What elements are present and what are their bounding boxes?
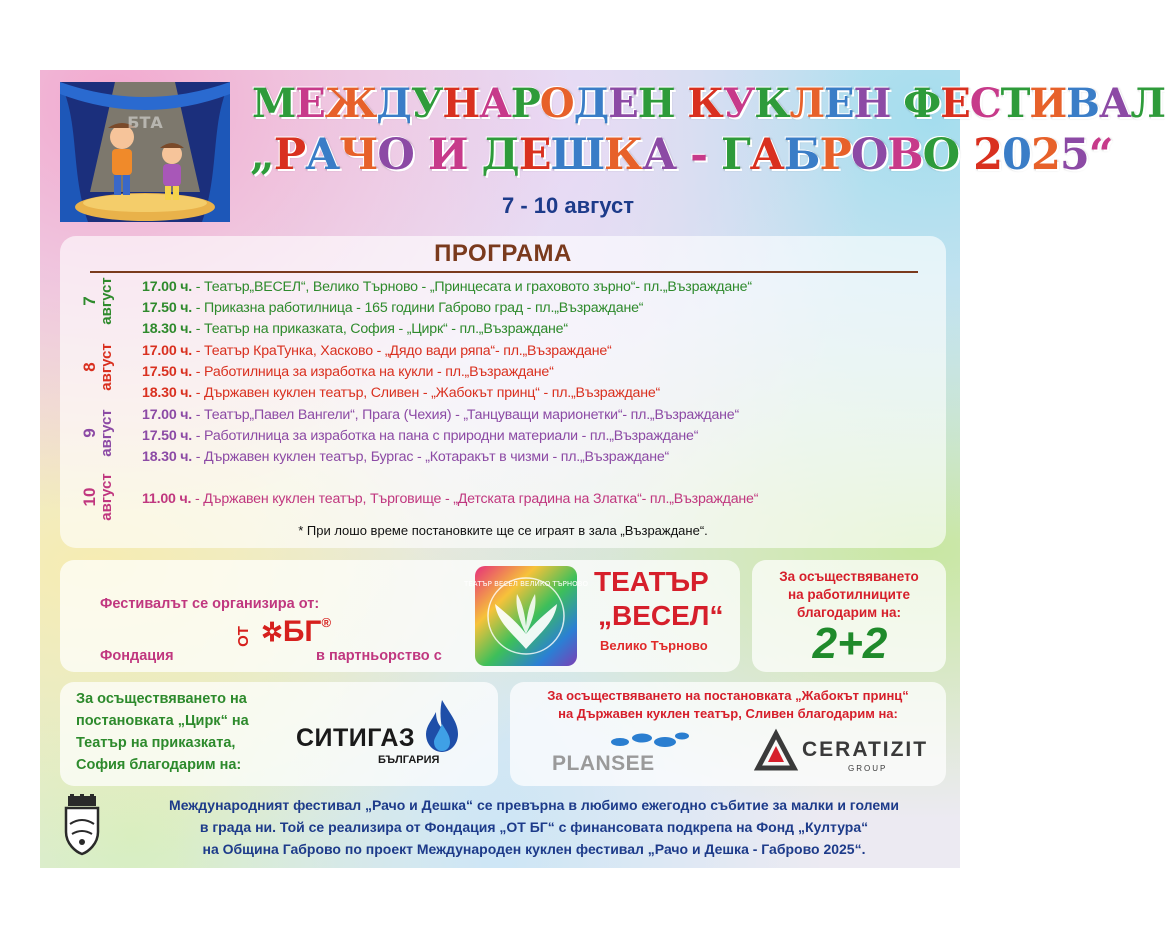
title-letter: И — [427, 130, 468, 180]
title-letter: М — [252, 80, 296, 127]
citygas-sub: БЪЛГАРИЯ — [378, 754, 440, 766]
foundation-label: Фондация — [100, 648, 174, 664]
thanks-line: За осъществяването на постановката „Жабокът принц“ — [547, 688, 909, 703]
title-letter: 2 — [1030, 130, 1060, 180]
title-letter: И — [1029, 80, 1067, 127]
title-letter: Л — [789, 80, 825, 127]
frog-prince-sponsor-panel — [510, 682, 946, 786]
title-letter: У — [410, 80, 443, 127]
title-letter: Д — [481, 130, 519, 180]
title-letter: Б — [783, 130, 820, 180]
event-row — [142, 279, 752, 295]
title-letter: В — [1066, 80, 1099, 127]
circus-thanks-text — [76, 688, 249, 776]
title-letter: „ — [250, 130, 274, 180]
plansee-logo: PLANSEE — [552, 752, 655, 775]
title-letter: Ч — [339, 130, 378, 180]
title-letter: У — [722, 80, 755, 127]
event-text: - Театър„ВЕСЕЛ“, Велико Търново - „Принцесата и граховото зърно“- пл.„Възраждане“ — [192, 279, 752, 295]
title-letter — [707, 130, 721, 180]
event-text: - Работилница за изработка на пана с природни материали - пл.„Възраждане“ — [192, 428, 699, 444]
title-letter: Ф — [903, 80, 941, 127]
title-letter: К — [604, 130, 643, 180]
event-row — [142, 364, 554, 380]
otbg-logo: ОТ ✲БГ® — [234, 615, 332, 648]
title-letter: А — [749, 130, 784, 180]
title-letter: 5 — [1059, 130, 1089, 180]
frog-thanks-text — [510, 687, 946, 723]
event-row — [142, 343, 612, 359]
event-text: - Театър на приказката, София - „Цирк“ - пл.„Възраждане“ — [192, 321, 568, 337]
day-month: август — [98, 409, 115, 457]
title-letter: Н — [442, 80, 480, 127]
day-number: 10 — [80, 487, 99, 507]
title-letter: Е — [295, 80, 325, 127]
title-letter: Д — [573, 80, 609, 127]
teatar-name-line2: „ВЕСЕЛ“ — [598, 600, 724, 631]
event-row — [142, 491, 758, 507]
title-letter: О — [850, 130, 888, 180]
event-text: - Театър„Павел Вангели“, Прага (Чехия) - „Танцуващи марионетки“- пл.„Възраждане“ — [192, 407, 739, 423]
event-row — [142, 300, 643, 316]
ceratizit-triangle-icon — [756, 732, 796, 772]
title-letter: 2 — [973, 130, 1003, 180]
day-month: август — [98, 473, 115, 521]
sponsor-22-logo — [780, 619, 920, 668]
plansee-dots-icon — [610, 730, 690, 750]
footer-text — [114, 794, 954, 860]
title-letter: Т — [1000, 80, 1030, 127]
teatar-vesel-logo — [464, 564, 588, 668]
event-time: 17.00 ч. — [142, 407, 193, 423]
event-text: - Държавен куклен театър, Сливен - „Жабокът принц“ - пл.„Възраждане“ — [192, 385, 661, 401]
event-text: - Театър КраТунка, Хасково - „Дядо вади ряпа“- пл.„Възраждане“ — [192, 343, 612, 359]
event-time: 17.50 ч. — [142, 300, 193, 316]
weather-note: * При лошо време постановките ще се играят в зала „Възраждане“. — [298, 523, 708, 538]
title-letter: Р — [273, 130, 306, 180]
title-letter: Ш — [550, 130, 604, 180]
title-letter: Г — [720, 130, 750, 180]
event-row — [142, 321, 568, 337]
title-letter: Е — [518, 130, 551, 180]
children-on-stage-image — [60, 82, 230, 222]
event-time: 17.00 ч. — [142, 343, 193, 359]
title-letter: Е — [940, 80, 970, 127]
title-letter: Д — [376, 80, 411, 127]
title-letter: А — [642, 130, 677, 180]
event-text: - Държавен куклен театър, Бургас - „Котаракът в чизми - пл.„Възраждане“ — [192, 449, 670, 465]
event-time: 17.50 ч. — [142, 428, 193, 444]
event-time: 11.00 ч. — [142, 491, 192, 507]
event-time: 18.30 ч. — [142, 449, 193, 465]
title-letter: О — [922, 130, 960, 180]
footer-line: Международният фестивал „Рачо и Дешка“ се превърна в любимо ежегодно събитие за малки и големи — [169, 797, 899, 813]
title-letter: Е — [608, 80, 638, 127]
title-letter: А — [1098, 80, 1131, 127]
thanks-line: постановката „Цирк“ на — [76, 713, 249, 729]
title-letter: 0 — [1002, 130, 1031, 180]
program-divider — [90, 271, 918, 273]
title-letter: К — [754, 80, 790, 127]
title-letter: Н — [853, 80, 891, 127]
workshops-thanks-text — [752, 568, 946, 622]
day-month: август — [98, 277, 115, 325]
stage-illustration — [60, 82, 230, 222]
title-letter: “ — [1088, 130, 1113, 180]
thanks-line: София благодарим на: — [76, 757, 242, 773]
thanks-line: За осъществяването — [779, 569, 919, 584]
day-label-10 — [81, 467, 115, 527]
day-number: 9 — [80, 428, 99, 438]
event-text: - Държавен куклен театър, Търговище - „Детската градина на Златка“- пл.„Възраждане“ — [191, 491, 759, 507]
event-text: - Работилница за изработка на кукли - пл.„Възраждане“ — [192, 364, 554, 380]
title-letter: Н — [637, 80, 675, 127]
title-letter — [467, 130, 481, 180]
day-number: 7 — [80, 296, 99, 306]
stage-watermark: БТА — [127, 113, 163, 132]
footer-line: в града ни. Той се реализира от Фондация „ОТ БГ“ с финансовата подкрепа на Фонд „Култура“ — [199, 819, 869, 835]
citygas-name: СИТИГАЗ — [296, 724, 416, 752]
title-letter — [890, 80, 903, 127]
event-time: 18.30 ч. — [142, 321, 193, 337]
festival-title-line2 — [250, 130, 1113, 180]
day-month: август — [98, 343, 115, 391]
gabrovo-coat-of-arms-icon — [62, 794, 102, 856]
teatar-city: Велико Търново — [600, 638, 708, 653]
day-label-9 — [81, 403, 115, 463]
ceratizit-logo: CERATIZIT — [802, 738, 929, 761]
title-letter: Ж — [324, 80, 377, 127]
event-row — [142, 428, 698, 444]
circus-sponsor-panel — [60, 682, 498, 786]
teatar-name-line1: ТЕАТЪР — [594, 566, 709, 597]
event-text: - Приказна работилница - 165 години Габрово град - пл.„Възраждане“ — [192, 300, 644, 316]
festival-title-line1 — [252, 80, 1165, 127]
event-row — [142, 449, 669, 465]
workshops-sponsor-panel — [752, 560, 946, 672]
program-panel — [60, 236, 946, 548]
program-title: ПРОГРАМА — [434, 240, 572, 267]
flame-icon — [422, 698, 462, 754]
event-time: 17.00 ч. — [142, 279, 193, 295]
title-letter — [676, 130, 690, 180]
title-letter: А — [305, 130, 340, 180]
event-time: 18.30 ч. — [142, 385, 193, 401]
footer-line: на Община Габрово по проект Международен куклен фестивал „Рачо и Дешка - Габрово 2025“. — [202, 841, 866, 857]
organized-by-label: Фестивалът се организира от: — [100, 596, 320, 612]
event-time: 17.50 ч. — [142, 364, 193, 380]
title-letter: А — [479, 80, 511, 127]
title-letter — [959, 130, 973, 180]
teatar-logo-text: ТЕАТЪР ВЕСЕЛ ВЕЛИКО ТЪРНОВО — [464, 580, 588, 588]
thanks-line: на Държавен куклен театър, Сливен благодарим на: — [558, 706, 898, 721]
thanks-line: За осъществяването на — [76, 691, 247, 707]
title-letter: Е — [824, 80, 854, 127]
title-letter: К — [687, 80, 723, 127]
day-label-8 — [81, 337, 115, 397]
title-letter: С — [969, 80, 1001, 127]
thanks-line: на работилниците — [787, 587, 911, 602]
title-letter: В — [887, 130, 923, 180]
title-letter: - — [690, 130, 707, 180]
partnership-label: в партньорство с — [316, 648, 442, 664]
thanks-line: Театър на приказката, — [76, 735, 236, 751]
title-letter: Р — [510, 80, 540, 127]
title-letter: Р — [819, 130, 851, 180]
festival-dates: 7 - 10 август — [502, 193, 634, 218]
event-row — [142, 407, 739, 423]
title-letter — [674, 80, 687, 127]
festival-poster — [40, 70, 1165, 868]
ceratizit-sub: GROUP — [848, 764, 888, 773]
sponsor-22-text: 2+2 — [812, 619, 888, 668]
thanks-line: благодарим на: — [796, 605, 902, 620]
title-letter: О — [539, 80, 574, 127]
day-label-7 — [81, 271, 115, 331]
title-letter: Л — [1130, 80, 1165, 127]
day-number: 8 — [80, 362, 99, 372]
title-letter — [414, 130, 428, 180]
event-row — [142, 385, 660, 401]
title-letter: О — [377, 130, 414, 180]
